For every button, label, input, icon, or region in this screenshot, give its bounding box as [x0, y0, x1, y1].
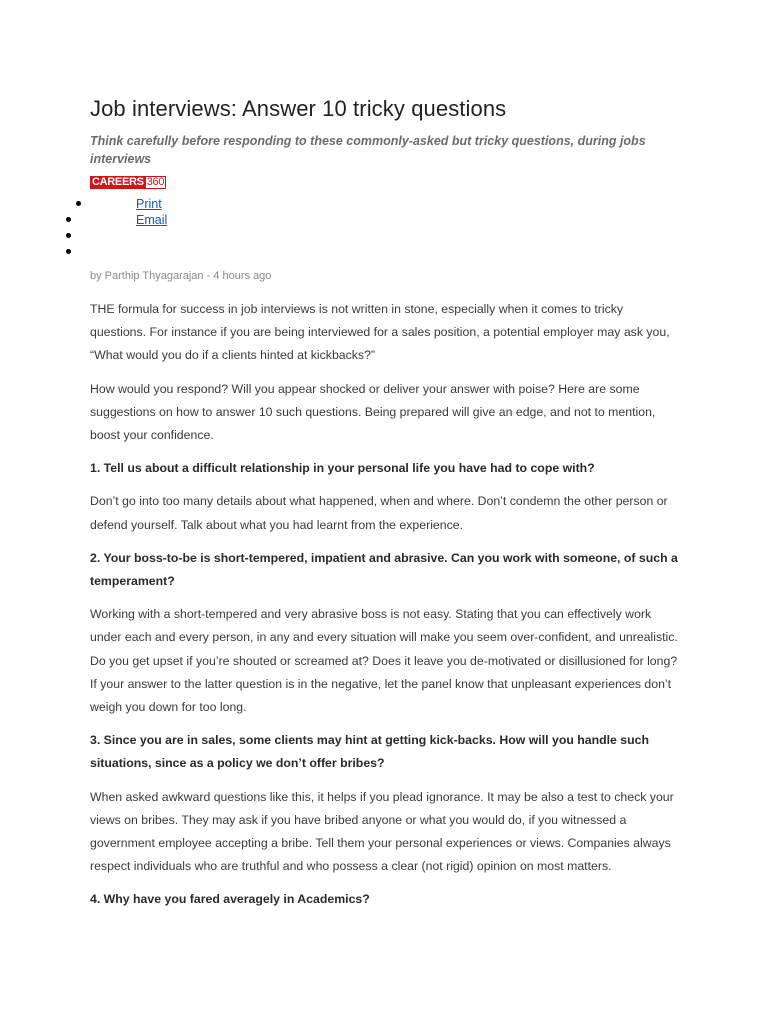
logo-part-careers: CAREERS [92, 176, 144, 188]
share-item-empty [60, 244, 360, 260]
question-heading: 1. Tell us about a difficult relationship in your personal life you have had to cope with? [90, 461, 595, 476]
bullet-icon [66, 217, 71, 222]
article-body [90, 298, 680, 922]
bullet-icon [76, 201, 81, 206]
paragraph: THE formula for success in job interviews is not written in stone, especially when it comes to tricky questions. For instance if you are being interviewed for a sales position, a potential employer may ask you, “What would you do if a clients hinted at kickbacks?” [90, 302, 670, 363]
question-heading: 3. Since you are in sales, some clients may hint at getting kick-backs. How will you handle such situations, since as a policy we don’t offer bribes? [90, 733, 649, 771]
share-list [60, 196, 360, 260]
article-byline: by Parthip Thyagarajan - 4 hours ago [90, 270, 272, 282]
article-subtitle: Think carefully before responding to these commonly-asked but tricky questions, during jobs interviews [90, 134, 646, 166]
bullet-icon [66, 233, 71, 238]
paragraph: Don’t go into too many details about what happened, when and where. Don’t condemn the other person or defend yourself. Talk about what you had learnt from the experience. [90, 494, 668, 532]
share-item-empty [60, 228, 360, 244]
article-title: Job interviews: Answer 10 tricky questions [90, 96, 507, 121]
bullet-icon [66, 249, 71, 254]
question-heading: 2. Your boss-to-be is short-tempered, impatient and abrasive. Can you work with someone, of such a temperament? [90, 550, 678, 589]
paragraph: Working with a short-tempered and very abrasive boss is not easy. Stating that you can effectively work under each and every person, in any and every situation will make you seem over-confident, and unrealistic. Do you get upset if you’re shouted or screamed at? Does it leave you de-motivated or disillusioned for long? If your answer to the latter question is in the negative, let the panel know that unpleasant experiences don’t weigh you down for too long. [90, 607, 678, 715]
share-item-email [60, 212, 360, 228]
logo-part-360: 360 [146, 176, 165, 188]
paragraph: How would you respond? Will you appear shocked or deliver your answer with poise? Here are some suggestions on how to answer 10 such questions. Being prepared will give an edge, and not to mention, boost your confidence. [90, 381, 656, 443]
email-link[interactable]: Email [136, 213, 168, 227]
share-item-print [60, 196, 360, 212]
question-heading: 4. Why have you fared averagely in Academics? [90, 892, 370, 907]
print-link[interactable]: Print [136, 197, 162, 211]
careers360-logo[interactable] [90, 176, 166, 189]
paragraph: When asked awkward questions like this, it helps if you plead ignorance. It may be also a test to check your views on bribes. They may ask if you have bribed anyone or what you would do, if you witnessed a government employee accepting a bribe. Tell them your personal experiences or views. Companies always respect individuals who are truthful and who possess a clear (not rigid) opinion on most matters. [90, 789, 674, 874]
